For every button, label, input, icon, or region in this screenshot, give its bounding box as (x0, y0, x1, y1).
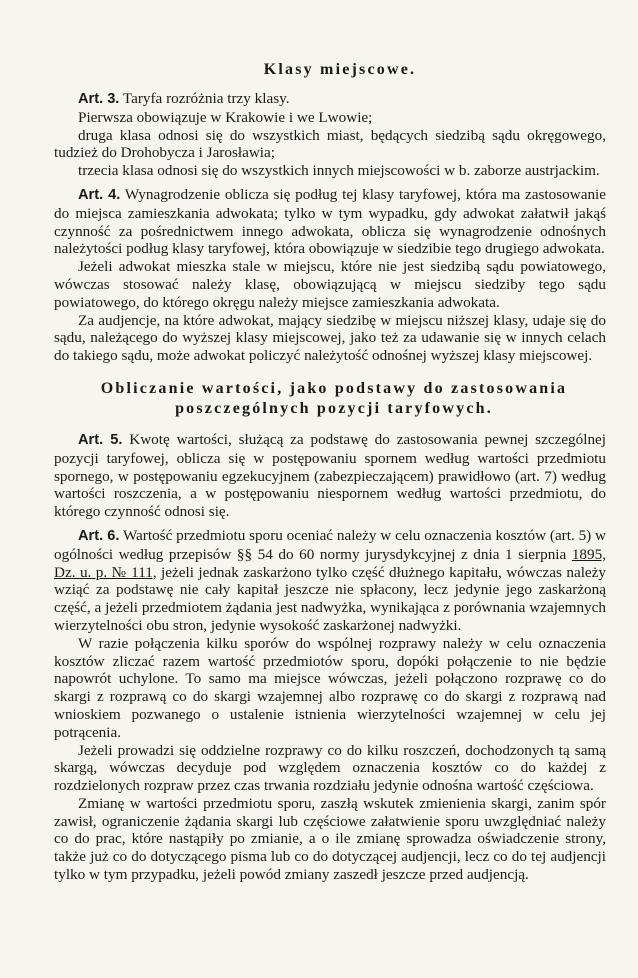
article-4-para-3: Za audjencje, na które adwokat, mający siedzibę w miejscu niższej klasy, udaje się do sądu, należącego do wyższej klasy miejscowej, jako też za udawanie się w innych celach do takiego sądu, może adwokat policzyć należytość odnośnej wyższej klasy miejscowej. (54, 311, 606, 365)
article-4-para-2: Jeżeli adwokat mieszka stale w miejscu, które nie jest siedzibą sądu powiatowego, wówczas stosować należy klasę, obowiązującą w miejscu siedziby tego sądu powiatowego, do którego okręgu należy miejsce zamieszkania adwokata. (54, 258, 606, 311)
article-4-text-1: Wynagrodzenie oblicza się podług tej klasy taryfowej, która ma zastosowanie do miejsca zamieszkania adwokata; tylko w tym wypadku, gdy adwokat załatwił jakąś czynność za pośrednictwem innego adwokata, oblicza się wynagrodzenie odnośnych należytości podług klasy taryfowej, która obowiązuje w siedzibie tego drugiego adwokata. (54, 185, 607, 258)
article-5 (54, 431, 606, 521)
article-3-text-1: Taryfa rozróżnia trzy klasy. (122, 90, 290, 107)
article-6-text-1a: Wartość przedmiotu sporu oceniać należy w celu oznaczenia kosztów (art. 5) w ogólności według przepisów §§ 54 do 60 normy jurysdykcyjnej z dnia 1 sierpnia (54, 526, 607, 563)
article-6-para-1 (54, 527, 606, 635)
section-heading-value-calculation (54, 379, 606, 419)
article-6 (54, 527, 606, 884)
article-6-para-2: W razie połączenia kilku sporów do wspólnej rozprawy należy w celu oznaczenia kosztów zliczać razem wartość przedmiotów sporu, dopóki połączenie to nie będzie napowrót uchylone. To samo ma miejsce wówczas, jeżeli połączono rozprawę co do skargi z rozprawą co do skargi wzajemnej albo rozprawę co do skargi z rozprawą nad wnioskiem pozwanego o ustalenie istnienia wierzytelności wzajemnej w celu jej potrącenia. (54, 634, 606, 741)
article-3-para-1 (54, 90, 606, 109)
article-6-para-3: Jeżeli prowadzi się oddzielne rozprawy co do kilku roszczeń, dochodzonych tą samą skargą, wówczas decyduje pod względem oznaczenia kosztów co do każdej z rozdzielonych rozpraw przez czas trwania rozdziału jedynie odnośna wartość częściowa. (54, 741, 606, 795)
article-3-para-2: Pierwsza obowiązuje w Krakowie i we Lwowie; (78, 108, 373, 126)
article-3-para-4: trzecia klasa odnosi się do wszystkich innych miejscowości w b. zaborze austrjackim. (78, 162, 600, 180)
article-3-para-3: druga klasa odnosi się do wszystkich miast, będących siedzibą sądu okręgowego, tudzież do Drohobycza i Jarosławia; (54, 126, 606, 162)
article-4 (54, 186, 606, 365)
article-5-label: Art. 5. (78, 431, 123, 448)
article-3-label: Art. 3. (78, 91, 120, 107)
section-heading-classes: Klasy miejscowe. (263, 61, 417, 78)
article-4-label: Art. 4. (78, 186, 121, 203)
article-5-para-1 (54, 431, 606, 521)
section-heading-line-2: poszczególnych pozycji taryfowych. (175, 399, 493, 417)
article-6-para-4: Zmianę w wartości przedmiotu sporu, zaszłą wskutek zmienienia skargi, zanim spór zawisł, ograniczenie żądania skargi lub częściowe załatwienie sporu uwzględniać należy co do prac, które nastąpiły po zmianie, a o ile zmianę sprowadza oświadczenie strony, także już co do dotyczącego pisma lub co do dotyczącej audjencji, lecz co do tej audjencji tylko w tym przypadku, jeżeli powód zmiany zaszedł jeszcze przed audjencją. (54, 794, 606, 884)
article-5-text-1: Kwotę wartości, służącą za podstawę do zastosowania pewnej szczególnej pozycji taryfowej, oblicza się w postępowaniu spornem według wartości przedmiotu spornego, w postępowaniu egzekucyjnem (zabezpieczającem) prawidłowo (art. 7) według wartości roszczenia, a w postępowaniu niespornem według wartości przedmiotu, do którego czynność odnosi się. (54, 430, 607, 521)
section-heading-line-1: Obliczanie wartości, jako podstawy do zastosowania (100, 379, 568, 397)
article-3 (54, 90, 606, 180)
article-6-legal-reference: 1895, Dz. u. p. № 111, (54, 545, 606, 581)
article-4-para-1 (54, 186, 606, 258)
article-6-label: Art. 6. (78, 527, 120, 544)
article-6-text-1b: jeżeli jednak zaskarżono tylko część dłużnego kapitału, wówczas należy wziąć za podstawę nie cały kapitał jeszcze nie spłacony, lecz jedynie jego zaskarżoną część, a jeżeli przedmiotem żądania jest nadwyżka, wynikająca z porównania wzajemnych wierzytelności obu stron, jedynie wysokość zaskarżonej nadwyżki. (54, 563, 606, 634)
